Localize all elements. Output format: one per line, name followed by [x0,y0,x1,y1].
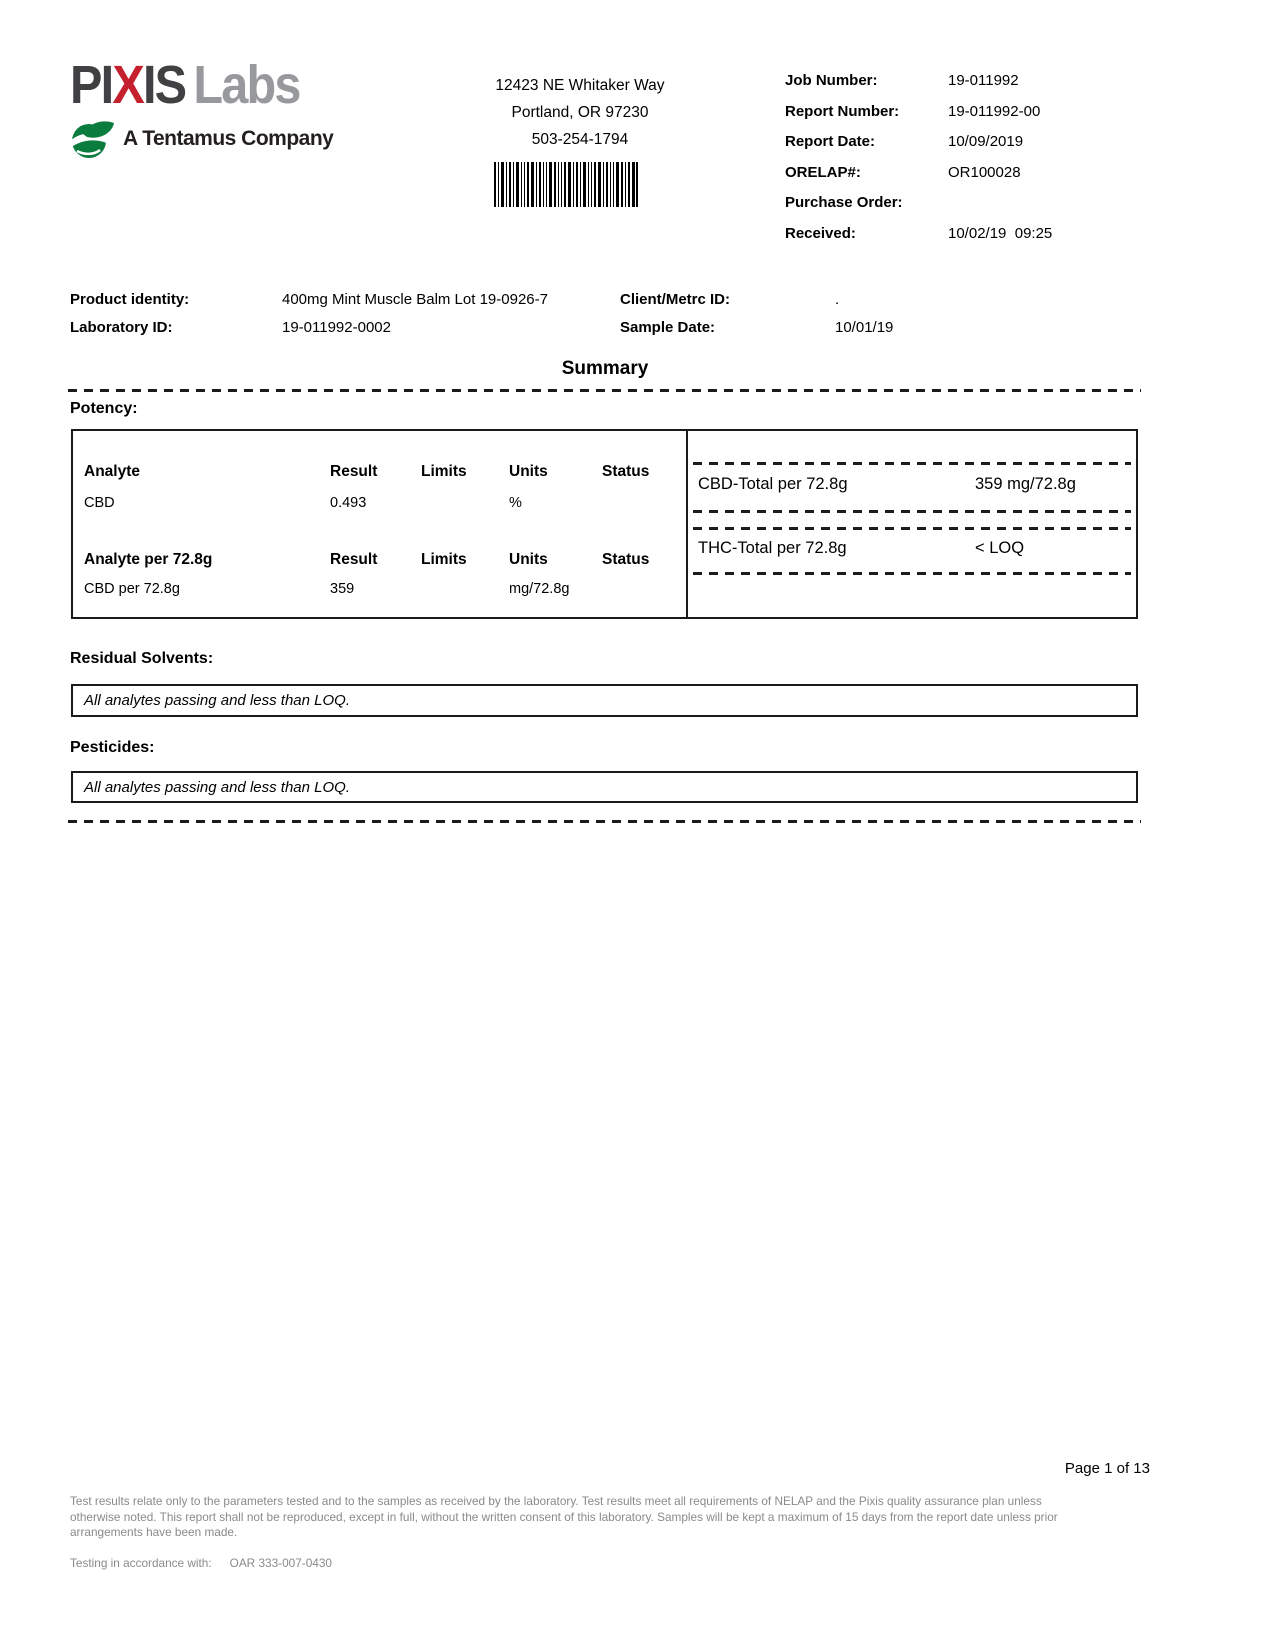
pesticides-note: All analytes passing and less than LOQ. [84,778,350,796]
report-number-label: Report Number: [785,102,900,120]
report-number-value: 19-011992-00 [948,102,1041,120]
client-metrc-value: . [835,291,840,308]
received-label: Received: [785,224,856,242]
testing-accordance-label: Testing in accordance with: [70,1556,212,1570]
report-date-value: 10/09/2019 [948,133,1024,150]
job-info-row [785,194,1052,225]
dashed-divider [693,572,1131,575]
report-date-label: Report Date: [785,133,876,150]
product-identity-value: 400mg Mint Muscle Balm Lot 19-0926-7 [282,291,548,308]
col-analyte: Analyte [84,463,140,480]
dashed-divider [693,510,1131,513]
logo-pi: PI [70,55,113,115]
col-status: Status [602,463,650,480]
client-metrc-label: Client/Metrc ID: [620,291,731,308]
cell-analyte: CBD [84,495,115,511]
cell-units: mg/72.8g [509,581,570,597]
cell-analyte: CBD per 72.8g [84,581,180,597]
cell-result: 359 [330,581,355,597]
purchase-order-label: Purchase Order: [785,194,903,211]
job-info-row [785,133,1052,164]
residual-solvents-heading: Residual Solvents: [70,650,214,667]
dashed-divider [693,462,1131,465]
table-row [73,581,686,597]
summary-title: Summary [561,358,649,379]
cell-result: 0.493 [330,495,367,511]
dashed-divider [68,820,1141,823]
logo-tagline-row [70,118,333,160]
job-info-row [785,103,1052,134]
product-identity-label: Product identity: [70,291,190,308]
sample-date-value: 10/01/19 [835,319,894,336]
col-limits: Limits [421,463,467,480]
thc-total-value: < LOQ [975,539,1025,557]
testing-accordance-row [70,1556,332,1570]
cell-limits [421,581,509,597]
col-limits: Limits [421,551,467,568]
pixis-labs-logo [70,55,334,160]
cbd-total-row [688,475,1136,494]
job-info-row [785,164,1052,195]
laboratory-id-value: 19-011992-0002 [282,319,391,336]
cbd-total-label: CBD-Total per 72.8g [698,475,848,493]
footer-disclaimer: Test results relate only to the parameters tested and to the samples as received by the laboratory. Test results meet all requirements of NELAP and the Pixis quality assurance plan unless otherwise noted. This report shall not be reproduced, except in full, without the written consent of this laboratory. Samples will be kept a maximum of 15 days from the report date unless prior arrangements have been made. [70,1494,1058,1539]
address-line-1: 12423 NE Whitaker Way [495,77,665,94]
testing-accordance-value: OAR 333-007-0430 [229,1556,332,1570]
col-result: Result [330,463,378,480]
potency-table [73,431,688,617]
col-units: Units [509,463,548,480]
orelap-label: ORELAP#: [785,163,861,181]
thc-total-row [688,539,1136,558]
orelap-value: OR100028 [948,163,1021,181]
pesticides-box [71,771,1138,803]
col-status: Status [602,551,650,568]
potency-totals-panel [688,431,1136,617]
address-line-2: Portland, OR 97230 [511,104,649,121]
residual-solvents-note: All analytes passing and less than LOQ. [84,692,350,709]
logo-is: IS [142,55,186,115]
logo-labs: Labs [193,55,300,115]
laboratory-id-label: Laboratory ID: [70,319,173,336]
potency-heading: Potency: [70,400,138,417]
logo-tagline: A Tentamus Company [123,127,334,150]
job-info-block [785,72,1052,255]
address-line-3: 503-254-1794 [531,131,629,148]
sample-date-label: Sample Date: [620,319,716,336]
job-number-value: 19-011992 [948,72,1019,89]
table-row [73,495,686,511]
cell-status [602,495,686,511]
pesticides-heading: Pesticides: [70,739,155,756]
thc-total-label: THC-Total per 72.8g [698,539,847,557]
logo-wordmark [70,55,307,115]
col-result: Result [330,551,378,568]
cell-limits [421,495,509,511]
dashed-divider [68,389,1141,392]
dashed-divider [693,527,1131,530]
job-info-row [785,225,1052,256]
cbd-total-value: 359 mg/72.8g [975,475,1076,493]
lab-address [420,72,740,153]
potency-box [71,429,1138,619]
tentamus-leaf-icon [70,118,116,160]
barcode [492,162,638,207]
logo-x: X [112,55,143,115]
col-units: Units [509,551,548,568]
received-value: 10/02/19 09:25 [948,224,1053,242]
col-analyte-per: Analyte per 72.8g [84,551,213,568]
job-info-row [785,72,1052,103]
potency-table-header [73,463,686,481]
job-number-label: Job Number: [785,72,878,89]
page-indicator: Page 1 of 13 [1064,1460,1150,1477]
cell-units: % [509,495,522,511]
potency-per-weight-header [73,551,686,569]
residual-solvents-box [71,684,1138,717]
cell-status [602,581,686,597]
